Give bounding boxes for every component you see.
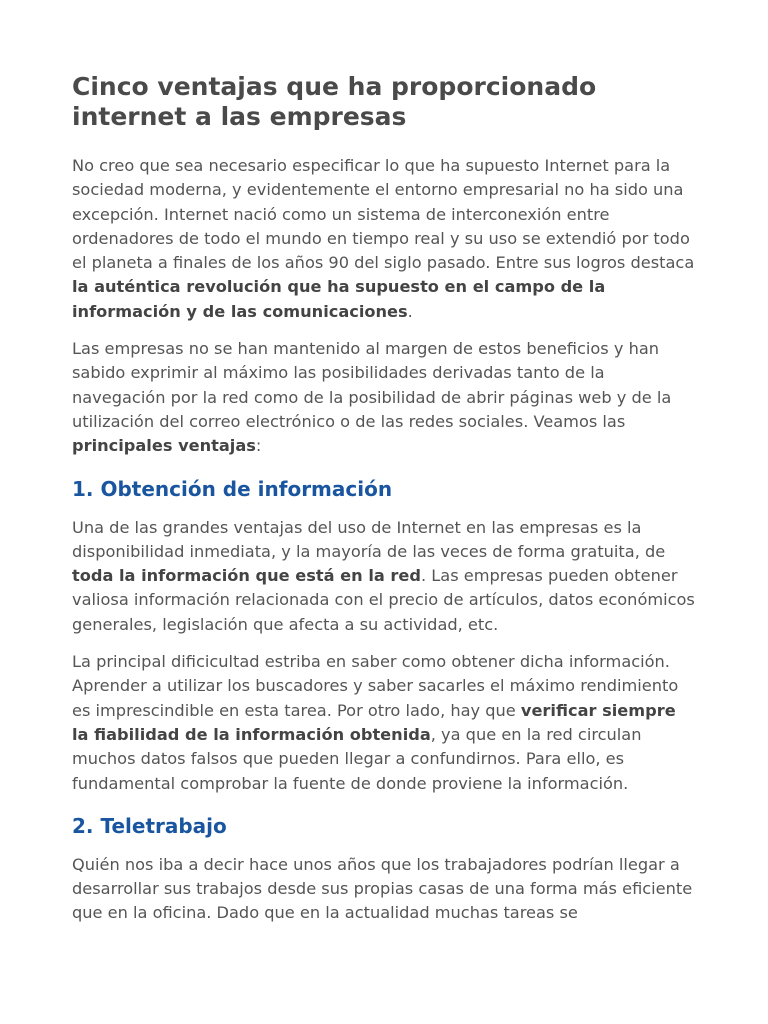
intro-paragraph-2 — [72, 337, 696, 458]
article-title: Cinco ventajas que ha proporcionado internet a las empresas — [72, 72, 597, 131]
intro-p1-end: . — [407, 301, 413, 321]
section-1-heading: 1. Obtención de información — [72, 476, 393, 501]
section-1-p1-end: . Las empresas pueden obtener valiosa información relacionada con el precio de artículos, datos económicos generales, legislación que afecta a su actividad, etc. — [72, 566, 695, 634]
section-1-p1-text: Una de las grandes ventajas del uso de Internet en las empresas es la disponibilidad inmediata, y la mayoría de las veces de forma gratuita, de — [72, 517, 666, 561]
section-2-p1-text: Quién nos iba a decir hace unos años que los trabajadores podrían llegar a desarrollar sus trabajos desde sus propias casas de una forma más eficiente que en la oficina. Dado que en la actualidad muchas tareas se — [72, 854, 693, 923]
intro-p2-bold: principales ventajas — [72, 436, 256, 456]
section-2-paragraph-1 — [72, 853, 696, 926]
section-1-p2-bold: verificar siempre la fiabilidad de la información obtenida — [72, 700, 676, 744]
intro-p2-text: Las empresas no se han mantenido al margen de estos beneficios y han sabido exprimir al máximo las posibilidades derivadas tanto de la navegación por la red como de la posibilidad de abrir páginas web y de la utilización del correo electrónico o de las redes sociales. Veamos las — [72, 339, 672, 431]
section-1-p2-end: , ya que en la red circulan muchos datos falsos que pueden llegar a confundirnos. Para ello, es fundamental comprobar la fuente de donde proviene la información. — [72, 724, 642, 793]
section-1-paragraph-2 — [72, 650, 696, 796]
section-1-paragraph-1 — [72, 516, 696, 637]
section-1-p2-text: La principal dificicultad estriba en saber como obtener dicha información. Aprender a utilizar los buscadores y saber sacarles el máximo rendimiento es imprescindible en esta tarea. Por otro lado, hay que — [72, 652, 679, 720]
intro-p1-text: No creo que sea necesario especificar lo que ha supuesto Internet para la sociedad moderna, y evidentemente el entorno empresarial no ha sido una excepción. Internet nació como un sistema de interconexión entre ordenadores de todo el mundo en tiempo real y su uso se extendió por todo el planeta a finales de los años 90 del siglo pasado. Entre sus logros destaca — [72, 156, 695, 273]
intro-p2-end: : — [255, 436, 262, 456]
intro-p1-bold: la auténtica revolución que ha supuesto en el campo de la información y de las comunicaciones — [72, 277, 606, 321]
section-2-heading: 2. Teletrabajo — [72, 813, 227, 838]
intro-paragraph-1 — [72, 154, 696, 324]
section-1-p1-bold: toda la información que está en la red — [72, 566, 421, 586]
